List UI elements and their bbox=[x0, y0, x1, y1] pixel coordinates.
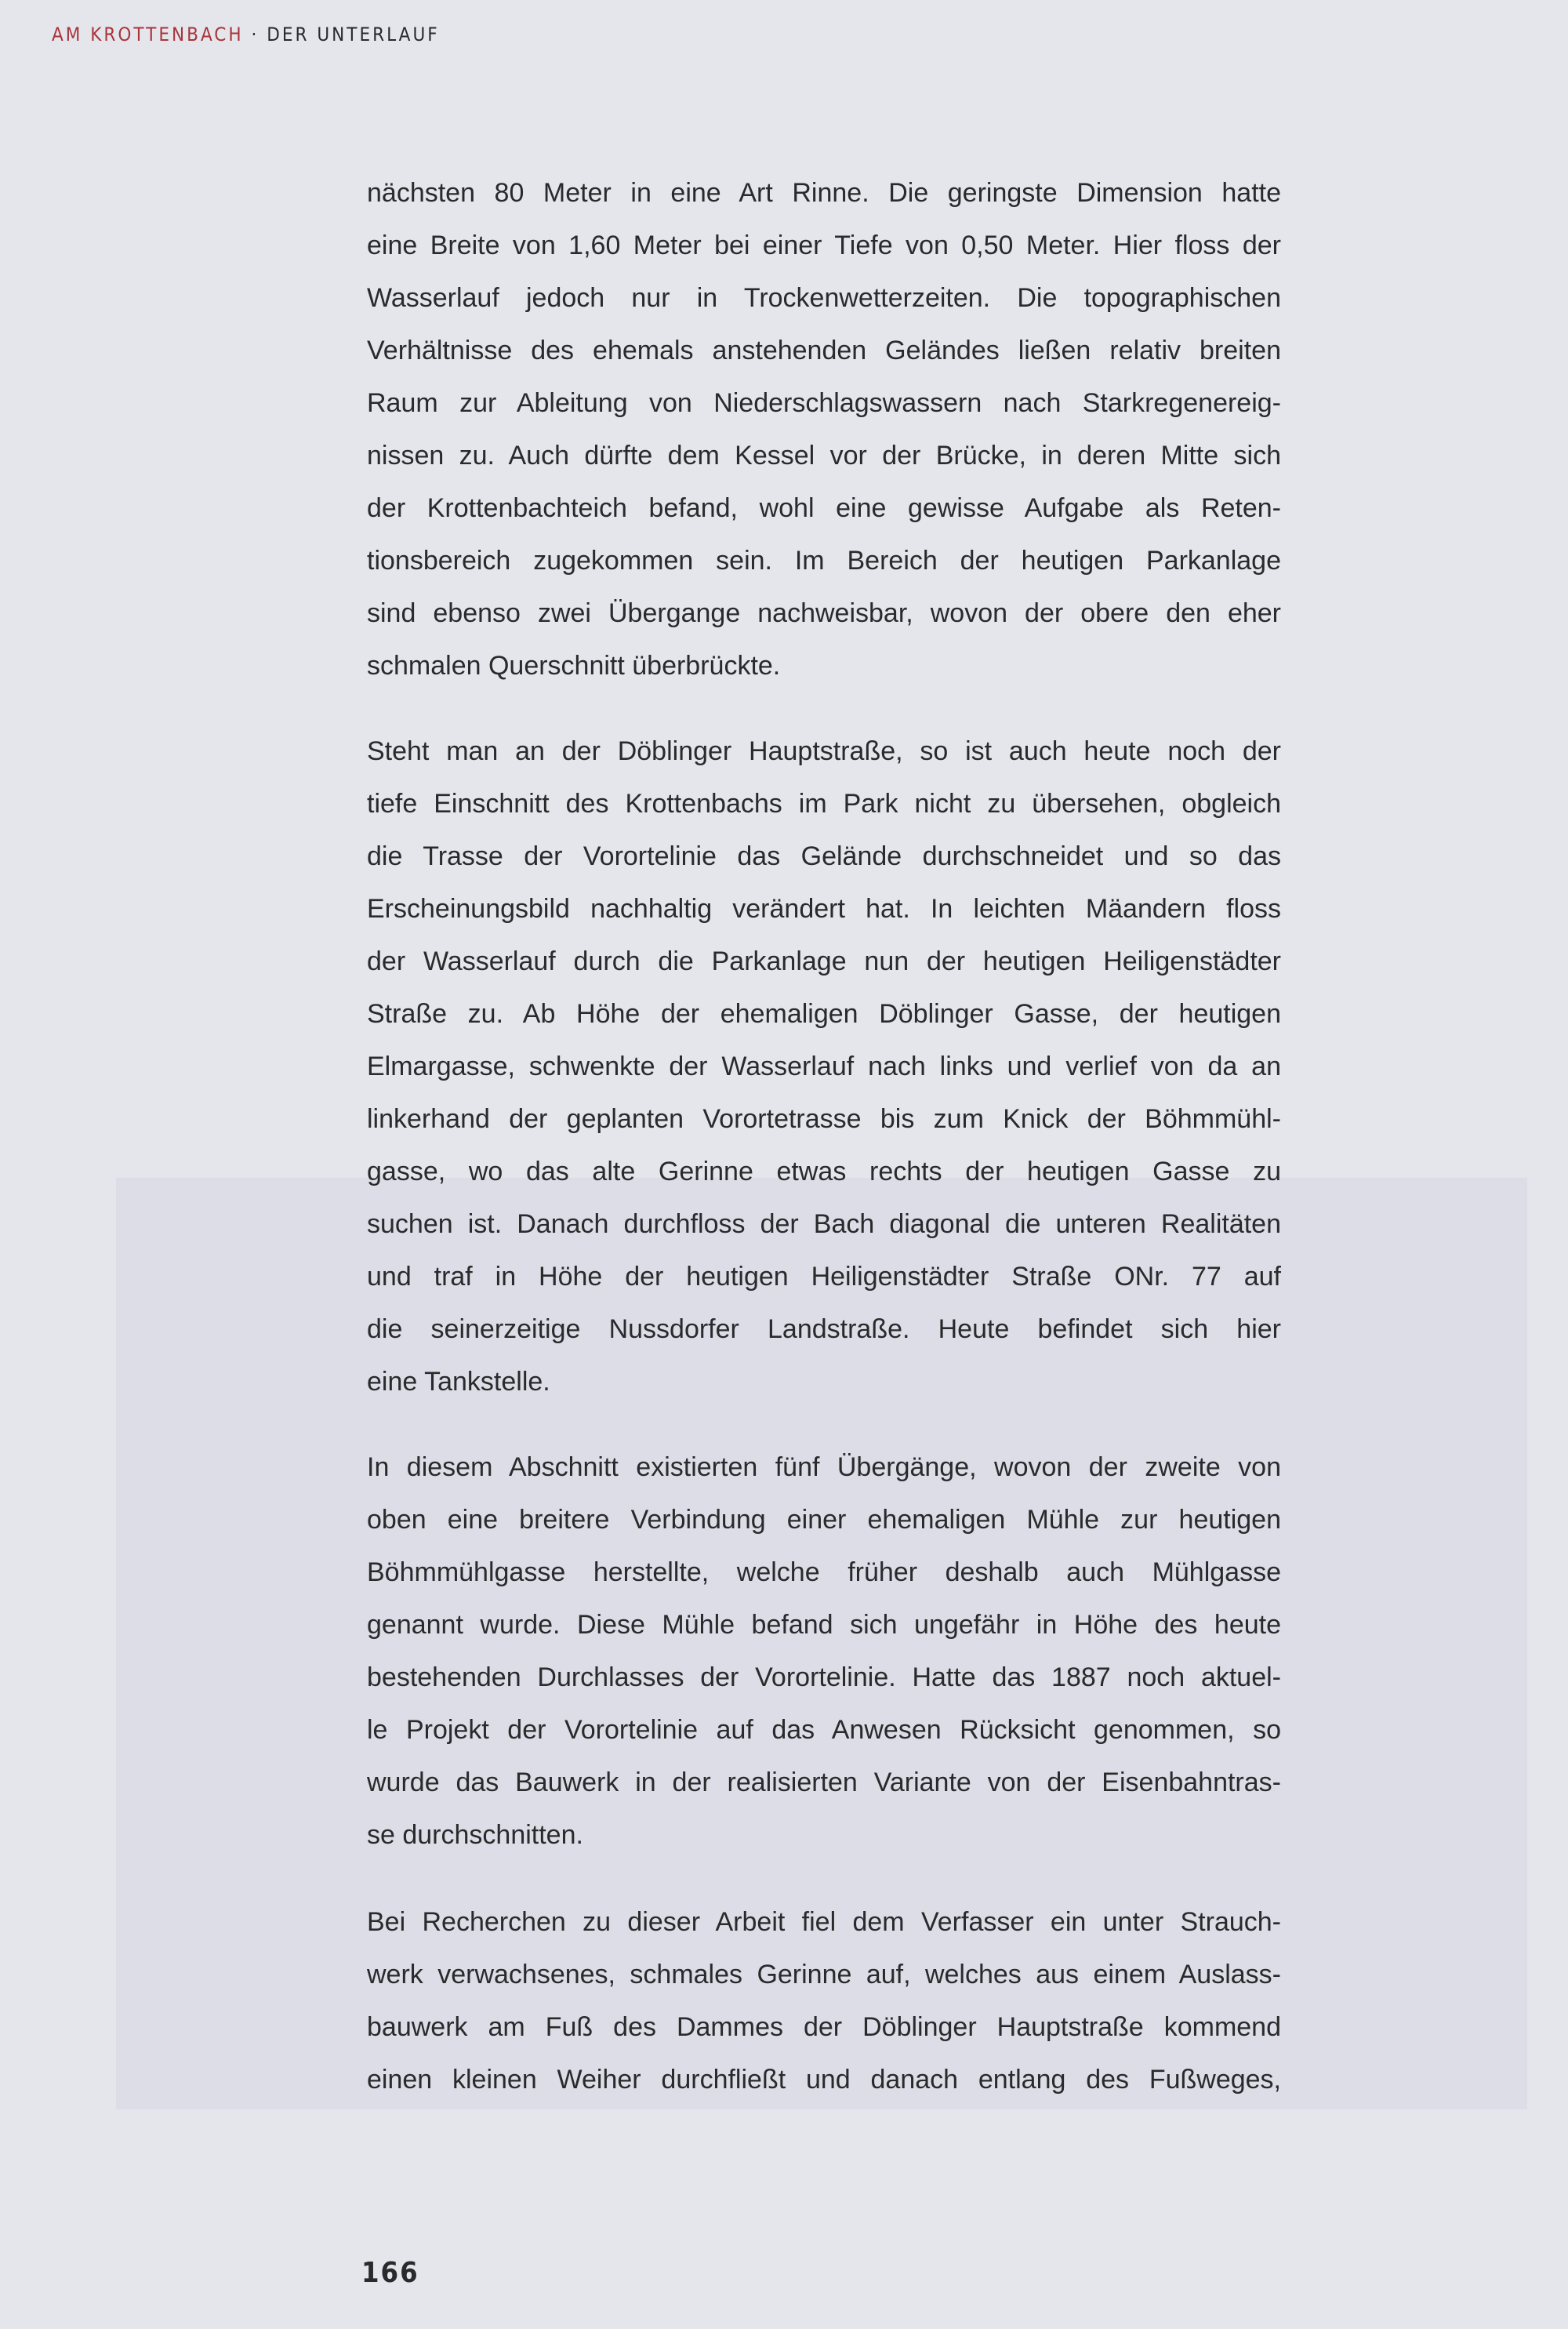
page-number: 166 bbox=[361, 2257, 419, 2289]
text-line: eine Tankstelle. bbox=[367, 1367, 550, 1397]
text-line: Elmargasse, schwenkte der Wasserlauf nach links und verlief von da an bbox=[367, 1052, 1281, 1081]
text-line: Verhältnisse des ehemals anstehenden Geländes ließen relativ breiten bbox=[367, 336, 1281, 365]
chapter-title: AM KROTTENBACH bbox=[52, 24, 244, 45]
text-line: tionsbereich zugekommen sein. Im Bereich der heutigen Parkanlage bbox=[367, 546, 1281, 576]
text-line: Bei Recherchen zu dieser Arbeit fiel dem Verfasser ein unter Strauch- bbox=[367, 1907, 1281, 1937]
text-line: linkerhand der geplanten Vorortetrasse bis zum Knick der Böhmmühl- bbox=[367, 1104, 1281, 1134]
section-title: DER UNTERLAUF bbox=[267, 24, 440, 45]
paragraph-3 bbox=[367, 1441, 1281, 1862]
text-line: nächsten 80 Meter in eine Art Rinne. Die geringste Dimension hatte bbox=[367, 178, 1281, 208]
text-line: bauwerk am Fuß des Dammes der Döblinger Hauptstraße kommend bbox=[367, 2012, 1281, 2042]
text-line: In diesem Abschnitt existierten fünf Übergänge, wovon der zweite von bbox=[367, 1452, 1281, 1482]
text-line: werk verwachsenes, schmales Gerinne auf, welches aus einem Auslass- bbox=[367, 1960, 1281, 1989]
header-separator: · bbox=[251, 24, 260, 45]
text-line: der Krottenbachteich befand, wohl eine gewisse Aufgabe als Reten- bbox=[367, 493, 1281, 523]
text-line: Erscheinungsbild nachhaltig verändert hat. In leichten Mäandern floss bbox=[367, 894, 1281, 924]
text-line: der Wasserlauf durch die Parkanlage nun der heutigen Heiligenstädter bbox=[367, 946, 1281, 976]
text-line: die Trasse der Vorortelinie das Gelände durchschneidet und so das bbox=[367, 841, 1281, 871]
text-line: genannt wurde. Diese Mühle befand sich ungefähr in Höhe des heute bbox=[367, 1610, 1281, 1640]
text-line: Steht man an der Döblinger Hauptstraße, so ist auch heute noch der bbox=[367, 736, 1281, 766]
running-header bbox=[52, 24, 440, 45]
paragraph-1 bbox=[367, 167, 1281, 692]
text-line: Böhmmühlgasse herstellte, welche früher deshalb auch Mühlgasse bbox=[367, 1557, 1281, 1587]
text-line: schmalen Querschnitt überbrückte. bbox=[367, 651, 781, 681]
text-line: le Projekt der Vorortelinie auf das Anwesen Rücksicht genommen, so bbox=[367, 1715, 1281, 1745]
text-line: gasse, wo das alte Gerinne etwas rechts der heutigen Gasse zu bbox=[367, 1157, 1281, 1186]
paragraph-4 bbox=[367, 1896, 1281, 2106]
paragraph-2 bbox=[367, 725, 1281, 1408]
text-line: bestehenden Durchlasses der Vorortelinie. Hatte das 1887 noch aktuel- bbox=[367, 1662, 1281, 1692]
text-line: se durchschnitten. bbox=[367, 1820, 583, 1850]
text-line: Wasserlauf jedoch nur in Trockenwetterzeiten. Die topographischen bbox=[367, 283, 1281, 313]
text-line: suchen ist. Danach durchfloss der Bach diagonal die unteren Realitäten bbox=[367, 1209, 1281, 1239]
text-line: nissen zu. Auch dürfte dem Kessel vor der Brücke, in deren Mitte sich bbox=[367, 441, 1281, 471]
text-line: Raum zur Ableitung von Niederschlagswassern nach Starkregenereig- bbox=[367, 388, 1281, 418]
text-line: oben eine breitere Verbindung einer ehemaligen Mühle zur heutigen bbox=[367, 1505, 1281, 1535]
text-line: tiefe Einschnitt des Krottenbachs im Park nicht zu übersehen, obgleich bbox=[367, 789, 1281, 819]
text-line: sind ebenso zwei Übergange nachweisbar, wovon der obere den eher bbox=[367, 598, 1281, 628]
text-line: einen kleinen Weiher durchfließt und danach entlang des Fußweges, bbox=[367, 2065, 1281, 2095]
text-line: wurde das Bauwerk in der realisierten Variante von der Eisenbahntras- bbox=[367, 1768, 1281, 1797]
text-line: eine Breite von 1,60 Meter bei einer Tiefe von 0,50 Meter. Hier floss der bbox=[367, 231, 1281, 260]
text-line: die seinerzeitige Nussdorfer Landstraße. Heute befindet sich hier bbox=[367, 1314, 1281, 1344]
text-line: Straße zu. Ab Höhe der ehemaligen Döblinger Gasse, der heutigen bbox=[367, 999, 1281, 1029]
text-line: und traf in Höhe der heutigen Heiligenstädter Straße ONr. 77 auf bbox=[367, 1262, 1281, 1292]
